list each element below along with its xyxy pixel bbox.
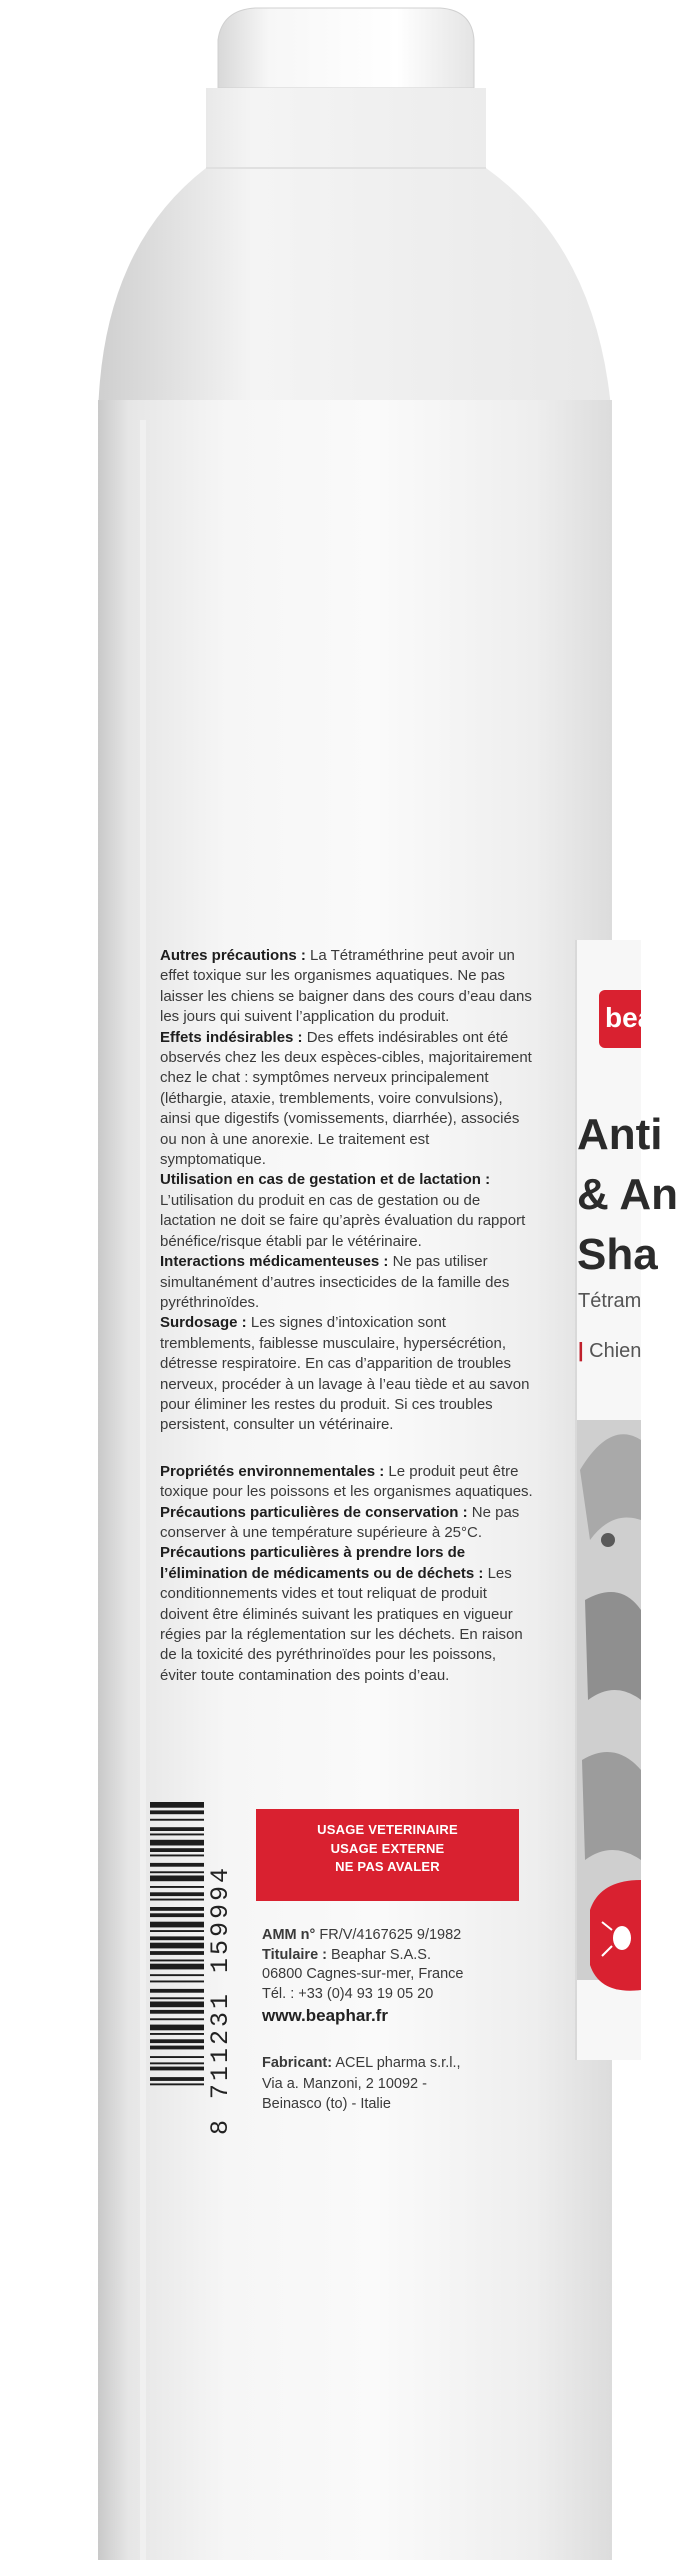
label-section-text: L’utilisation du produit en cas de gestation ou de lactation ne doit se faire qu’après évaluation du rapport bénéfice/risque établi par le vétérinaire. [160,1191,526,1250]
product-subtitle: Tétram [578,1290,642,1312]
manufacturer-city: Beinasco (to) - Italie [262,2096,391,2112]
barcode-bar [150,2002,204,2008]
manufacturer-info [262,2053,532,2115]
barcode-bar [150,2039,204,2043]
barcode-digits: 8 711231 159994 [206,1864,235,2135]
usage-warning-box [256,1809,519,1901]
label-section-heading: Interactions médicamenteuses : [160,1253,389,1271]
barcode-bar [150,1936,204,1940]
title-line-3: Sha [577,1230,658,1279]
barcode-bar [150,1819,204,1821]
barcode-bar [150,1840,204,1846]
label-section-sections2-1 [160,1503,535,1544]
species-line: | Chien [578,1340,642,1362]
barcode-bar [150,2025,204,2031]
barcode-bar [150,1871,204,1873]
barcode-bars [150,1802,204,2085]
barcode-bar [150,1876,204,1882]
website-link: www.beaphar.fr [262,2006,388,2026]
label-section-heading: Surdosage : [160,1314,247,1332]
label-section-heading: Précautions particulières de conservation : [160,1503,468,1521]
usage-line-3: NE PAS AVALER [335,1859,440,1874]
label-section-sections-1 [160,1028,535,1171]
label-section-heading: Précautions particulières à prendre lors de l’élimination de médicaments ou de déchets : [160,1544,484,1582]
barcode-bar [150,1974,204,1976]
barcode-bar [150,1907,204,1911]
flea-badge-icon [590,1880,641,1991]
label-section-text: Les signes d’intoxication sont tremblements, faiblesse musculaire, hypersécrétion, détresse respiratoire. En cas d’apparition de troubles nerveux, procéder à un lavage à l’eau tiède et au savon pour éliminer les restes du produit. Si ces troubles persistent, consulter un vétérinaire. [160,1314,530,1434]
label-section-sections-3 [160,1252,535,1313]
barcode-bar [150,1922,204,1928]
manufacturer-label: Fabricant: [262,2055,333,2071]
label-section-heading: Utilisation en cas de gestation et de lactation : [160,1171,491,1189]
label-section-sections2-0 [160,1462,535,1503]
label-section-text: Des effets indésirables ont été observés chez les deux espèces-cibles, majoritairement chez le chat : symptômes nerveux principalement (léthargie, ataxie, tremblements, voire convulsions), ainsi que digestifs (vomissements, diarrhée), associés ou non à une anorexie. Le traitement est symptomatique. [160,1028,532,1169]
barcode-bar [150,1997,204,1999]
label-section-sections-0 [160,946,535,1028]
address-line: 06800 Cagnes-sur-mer, France [262,1966,464,1983]
label-section-sections-2 [160,1170,535,1252]
barcode-bar [150,1810,204,1814]
barcode-bar [150,1892,204,1896]
label-section-text: Ne pas utiliser simultanément d’autres insecticides de la famille des pyréthrinoïdes. [160,1253,510,1311]
manufacturer-name: ACEL pharma s.r.l., [335,2055,461,2071]
title-line-2: & An [577,1170,678,1219]
barcode-bar [150,1989,204,1993]
barcode-bar [150,1930,204,1932]
barcode-bar [150,2056,204,2058]
bottle-cap [218,8,474,88]
back-label-text [160,946,535,1686]
barcode-bar [150,1827,204,1831]
label-section-heading: Propriétés environnementales : [160,1462,385,1480]
registration-info [262,1926,532,2026]
barcode-bar [150,1913,204,1917]
product-title [577,1105,678,1285]
barcode-bar [150,1943,204,1949]
barcode-bar [150,1981,204,1983]
label-section-text: Le produit peut être toxique pour les poissons et les organismes aquatiques. [160,1462,533,1501]
barcode-bar [150,2077,204,2081]
manufacturer-street: Via a. Manzoni, 2 10092 - [262,2075,427,2092]
barcode-bar [150,1899,204,1901]
label-section-sections2-2 [160,1543,535,1686]
barcode-bar [150,2033,204,2035]
title-line-1: Anti [577,1110,663,1159]
label-section-text: Ne pas conserver à une température supérieure à 25°C. [160,1503,520,1541]
label-section-sections-4 [160,1313,535,1435]
barcode-bar [150,1964,204,1970]
barcode-bar [150,1951,204,1955]
barcode-bar [150,1960,204,1962]
barcode-bar [150,2010,204,2014]
barcode-bar [150,1848,204,1852]
holder-line: Titulaire : Beaphar S.A.S. [262,1946,431,1963]
barcode-bar [150,1855,204,1857]
barcode-bar [150,2046,204,2050]
barcode-bar [150,1834,204,1836]
barcode-bar [150,1886,204,1888]
label-section-heading: Autres précautions : [160,947,306,964]
usage-line-1: USAGE VETERINAIRE [317,1822,458,1837]
brand-logo: bea [599,990,641,1048]
label-section-text: La Tétraméthrine peut avoir un effet toxique sur les organismes aquatiques. Ne pas laisser les chiens se baigner dans des cours d’eau dans les jours qui suivent l’application du produit. [160,947,532,1026]
barcode-bar [150,2067,204,2071]
amm-line: AMM n° FR/V/4167625 9/1982 [262,1927,462,1943]
usage-line-2: USAGE EXTERNE [330,1840,445,1856]
label-section-heading: Effets indésirables : [160,1028,303,1046]
barcode-bar [150,2062,204,2064]
barcode-bar [150,2083,204,2085]
phone-line: Tél. : +33 (0)4 93 19 05 20 [262,1985,434,2002]
barcode-bar [150,2018,204,2020]
barcode-bar [150,1863,204,1867]
barcode-bar [150,1802,204,1808]
label-section-text: Les conditionnements vides et tout reliquat de produit doivent être éliminés suivant les pratiques en vigueur régies par la réglementation sur les déchets. En raison de la toxicité des pyréthrinoïdes pour les poissons, éviter toute contamination des points d’eau. [160,1564,523,1684]
